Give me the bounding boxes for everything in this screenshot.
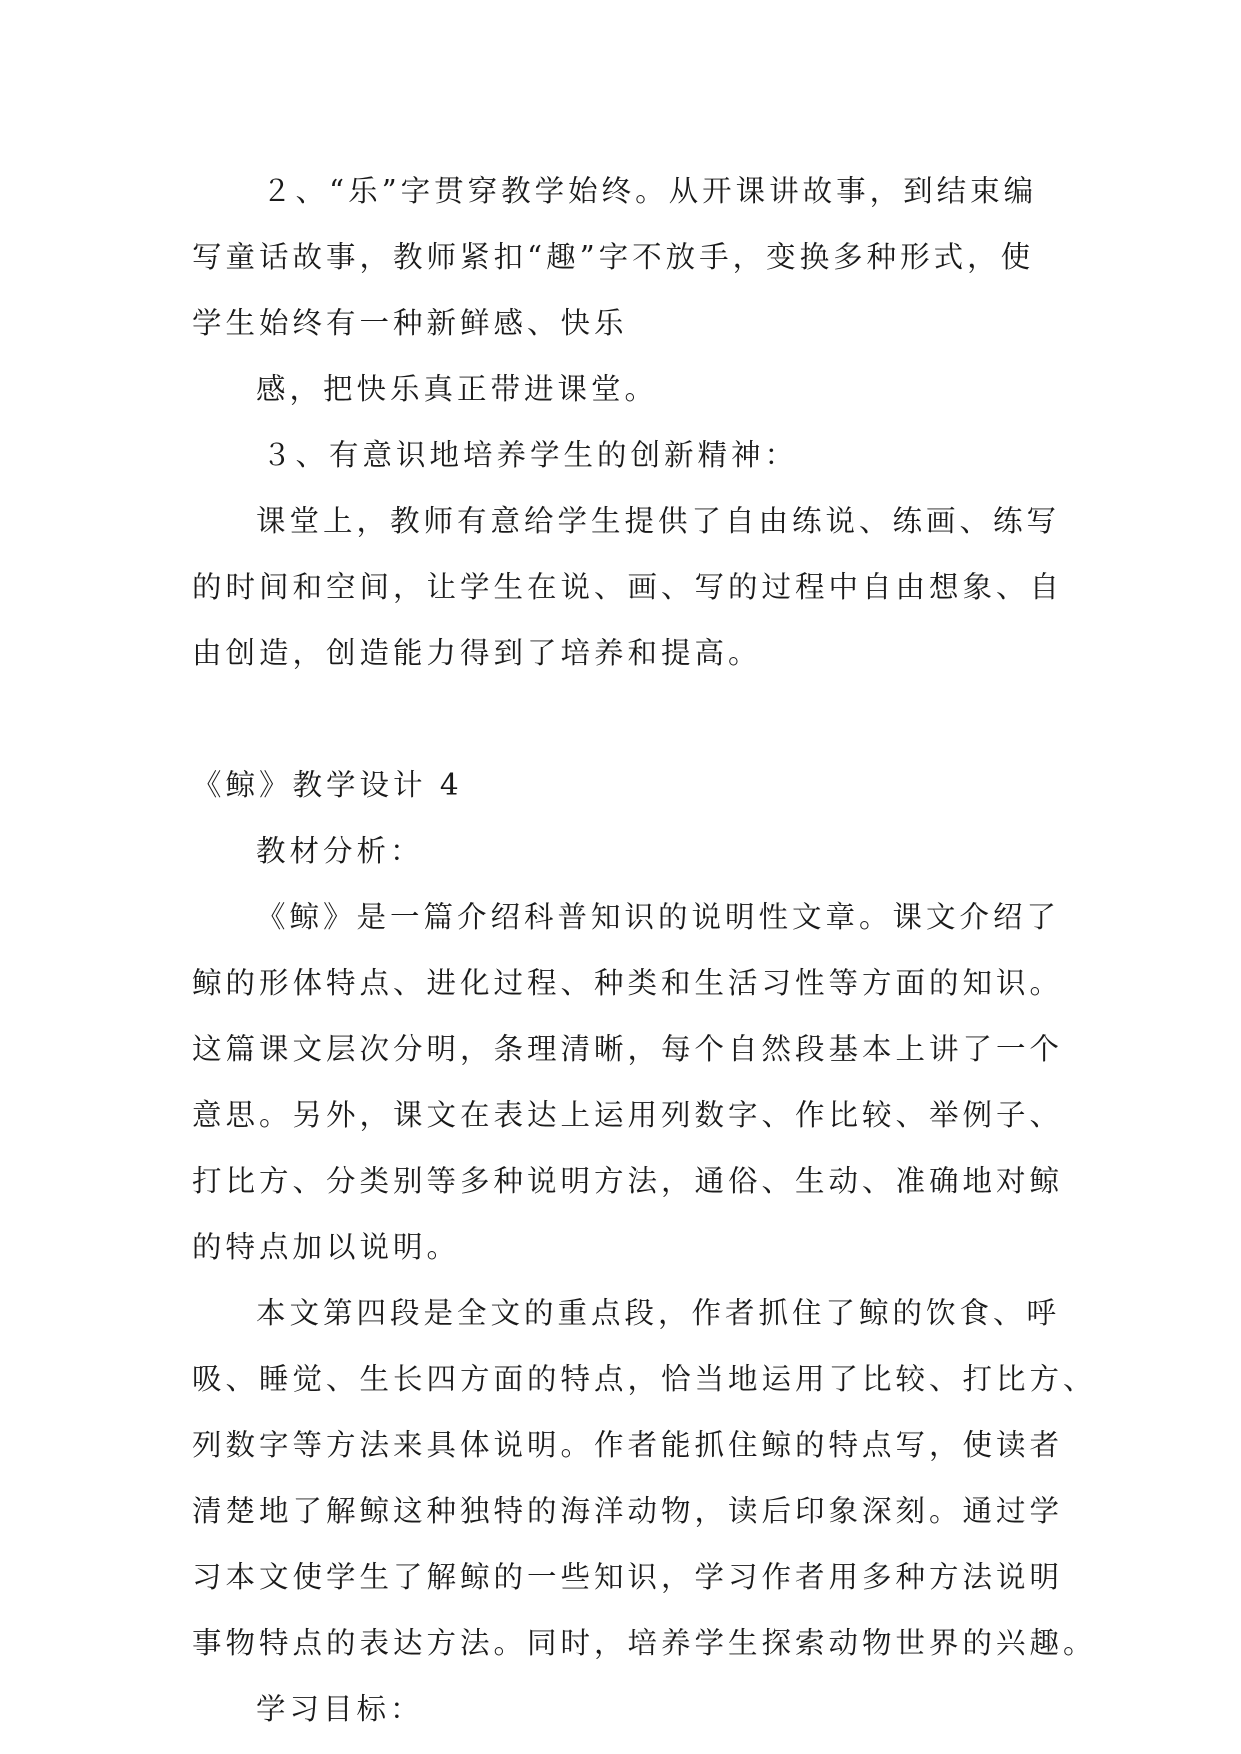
section-heading: 教材分析： (256, 834, 424, 868)
section-title: 《鲸》教学设计 4 (192, 768, 463, 802)
paragraph-line: 清楚地了解鲸这种独特的海洋动物，读后印象深刻。通过学 (192, 1494, 1064, 1528)
paragraph-line: 由创造，创造能力得到了培养和提高。 (192, 636, 762, 670)
paragraph-line: 意思。另外，课文在表达上运用列数字、作比较、举例子、 (192, 1098, 1064, 1132)
paragraph-line: 写童话故事，教师紧扣“趣”字不放手，变换多种形式，使 (192, 240, 1035, 274)
paragraph-line: 的特点加以说明。 (192, 1230, 461, 1264)
document-page (192, 158, 1097, 1742)
section-gap (192, 686, 1072, 752)
paragraph-line: 这篇课文层次分明，条理清晰，每个自然段基本上讲了一个 (192, 1032, 1064, 1066)
paragraph-line: ３、有意识地培养学生的创新精神： (262, 438, 799, 472)
paragraph-line: 感，把快乐真正带进课堂。 (256, 372, 659, 406)
paragraph-line: 事物特点的表达方法。同时，培养学生探索动物世界的兴趣。 (192, 1626, 1097, 1660)
paragraph-line: 的时间和空间，让学生在说、画、写的过程中自由想象、自 (192, 570, 1064, 604)
section-heading: 学习目标： (256, 1692, 424, 1726)
paragraph-line: 课堂上，教师有意给学生提供了自由练说、练画、练写 (256, 504, 1061, 538)
paragraph-line: ２、“乐”字贯穿教学始终。从开课讲故事，到结束编 (262, 174, 1038, 208)
paragraph-line: 打比方、分类别等多种说明方法，通俗、生动、准确地对鲸 (192, 1164, 1064, 1198)
paragraph-line: 本文第四段是全文的重点段，作者抓住了鲸的饮食、呼 (256, 1296, 1061, 1330)
paragraph-line: 《鲸》是一篇介绍科普知识的说明性文章。课文介绍了 (256, 900, 1061, 934)
paragraph-line: 吸、睡觉、生长四方面的特点，恰当地运用了比较、打比方、 (192, 1362, 1097, 1396)
paragraph-line: 鲸的形体特点、进化过程、种类和生活习性等方面的知识。 (192, 966, 1064, 1000)
paragraph-line: 习本文使学生了解鲸的一些知识，学习作者用多种方法说明 (192, 1560, 1064, 1594)
paragraph-line: 列数字等方法来具体说明。作者能抓住鲸的特点写，使读者 (192, 1428, 1064, 1462)
paragraph-line: 学生始终有一种新鲜感、快乐 (192, 306, 628, 340)
